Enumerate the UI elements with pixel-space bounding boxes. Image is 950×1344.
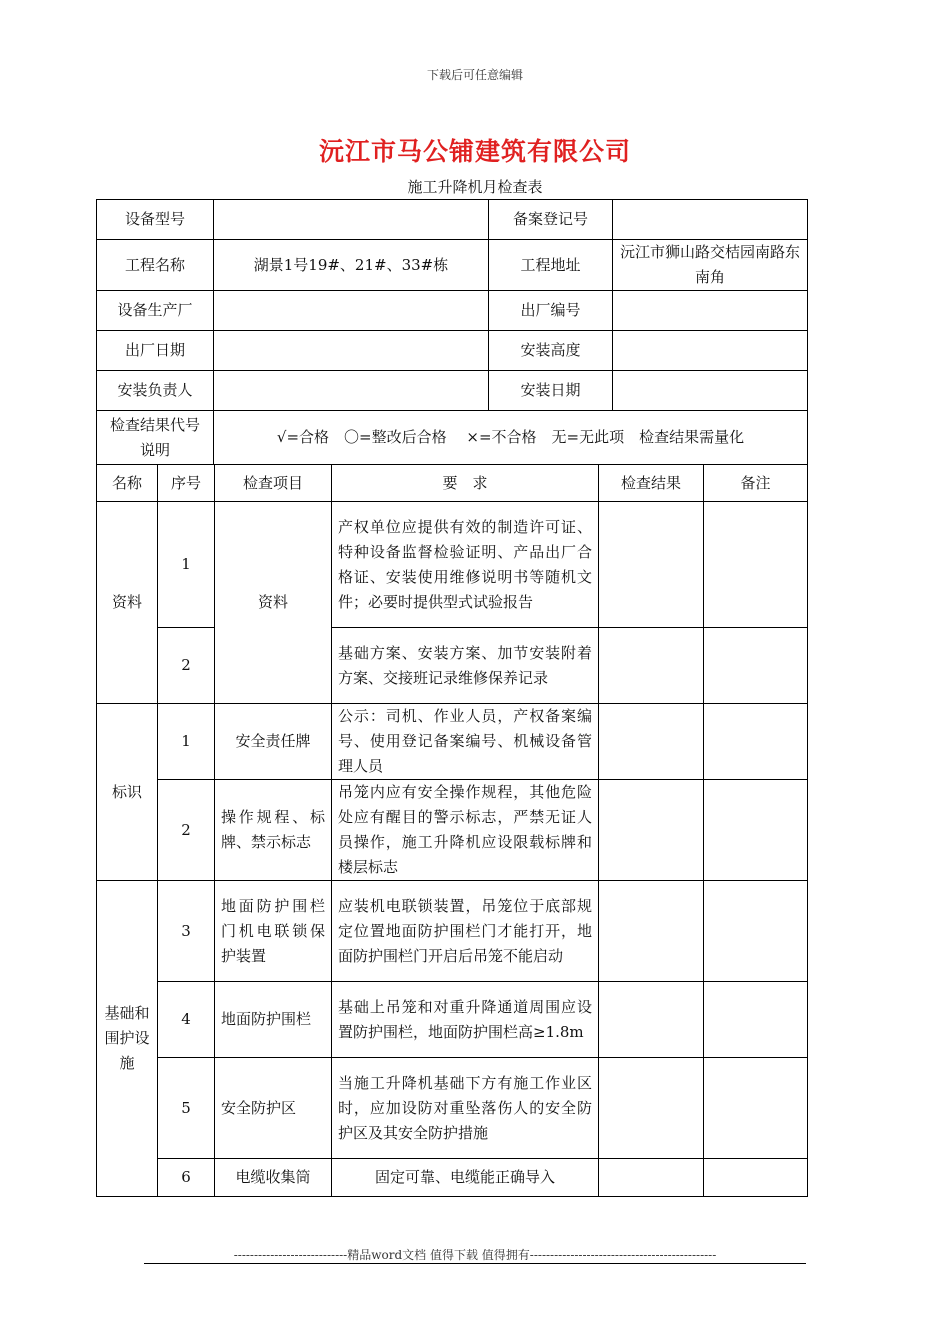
row-requirement: 吊笼内应有安全操作规程，其他危险处应有醒目的警示标志，严禁无证人员操作，施工升降机应设限载标牌和楼层标志	[332, 780, 599, 881]
row-no: 5	[158, 1058, 215, 1159]
col-remark-header: 备注	[704, 465, 808, 502]
record-label: 备案登记号	[489, 200, 613, 240]
result-cell[interactable]	[599, 628, 704, 704]
info-row-model	[97, 200, 808, 240]
installer-label: 安装负责人	[97, 371, 214, 411]
row-requirement: 产权单位应提供有效的制造许可证、特种设备监督检验证明、产品出厂合格证、安装使用维修说明书等随机文件；必要时提供型式试验报告	[332, 502, 599, 628]
record-value[interactable]	[613, 200, 808, 240]
date-label: 出厂日期	[97, 331, 214, 371]
model-label: 设备型号	[97, 200, 214, 240]
remark-cell[interactable]	[704, 881, 808, 982]
date-value[interactable]	[214, 331, 489, 371]
row-no: 2	[158, 780, 215, 881]
info-row-date	[97, 331, 808, 371]
remark-cell[interactable]	[704, 1058, 808, 1159]
table-row	[97, 780, 808, 881]
company-title: 沅江市马公铺建筑有限公司	[318, 137, 631, 166]
row-no: 3	[158, 881, 215, 982]
legend-label: 检查结果代号说明	[97, 411, 214, 465]
result-cell[interactable]	[599, 704, 704, 780]
remark-cell[interactable]	[704, 704, 808, 780]
inspection-table	[96, 464, 808, 1197]
row-requirement: 当施工升降机基础下方有施工作业区时，应加设防对重坠落伤人的安全防护区及其安全防护措施	[332, 1058, 599, 1159]
info-table	[96, 199, 808, 465]
table-row	[97, 628, 808, 704]
address-value[interactable]: 沅江市狮山路交桔园南路东南角	[613, 240, 808, 291]
row-no: 4	[158, 982, 215, 1058]
form-subtitle: 施工升降机月检查表	[407, 178, 543, 196]
serial-label: 出厂编号	[489, 291, 613, 331]
table-row	[97, 1159, 808, 1197]
address-label: 工程地址	[489, 240, 613, 291]
row-item: 地面防护围栏门机电联锁保护装置	[215, 881, 332, 982]
info-row-project	[97, 240, 808, 291]
remark-cell[interactable]	[704, 982, 808, 1058]
remark-cell[interactable]	[704, 628, 808, 704]
maker-value[interactable]	[214, 291, 489, 331]
result-cell[interactable]	[599, 502, 704, 628]
table-row	[97, 881, 808, 982]
row-item: 操作规程、标牌、禁示标志	[215, 780, 332, 881]
row-no: 1	[158, 704, 215, 780]
row-item: 安全防护区	[215, 1058, 332, 1159]
result-cell[interactable]	[599, 982, 704, 1058]
row-no: 6	[158, 1159, 215, 1197]
row-requirement: 基础方案、安装方案、加节安装附着方案、交接班记录维修保养记录	[332, 628, 599, 704]
row-requirement: 公示：司机、作业人员，产权备案编号、使用登记备案编号、机械设备管理人员	[332, 704, 599, 780]
install-date-label: 安装日期	[489, 371, 613, 411]
info-row-installer	[97, 371, 808, 411]
col-item-header: 检查项目	[215, 465, 332, 502]
project-label: 工程名称	[97, 240, 214, 291]
row-requirement: 基础上吊笼和对重升降通道周围应设置防护围栏，地面防护围栏高≥1.8m	[332, 982, 599, 1058]
footer-divider	[144, 1263, 806, 1264]
maker-label: 设备生产厂	[97, 291, 214, 331]
info-row-maker	[97, 291, 808, 331]
table-header-row	[97, 465, 808, 502]
row-item: 地面防护围栏	[215, 982, 332, 1058]
row-requirement: 应装机电联锁装置，吊笼位于底部规定位置地面防护围栏门才能打开，地面防护围栏门开启后吊笼不能启动	[332, 881, 599, 982]
table-row	[97, 502, 808, 628]
section-name-signs: 标识	[97, 704, 158, 881]
col-name-header: 名称	[97, 465, 158, 502]
serial-value[interactable]	[613, 291, 808, 331]
result-cell[interactable]	[599, 1058, 704, 1159]
info-row-legend	[97, 411, 808, 465]
row-item: 安全责任牌	[215, 704, 332, 780]
result-cell[interactable]	[599, 780, 704, 881]
installer-value[interactable]	[214, 371, 489, 411]
row-no: 1	[158, 502, 215, 628]
project-value[interactable]: 湖景1号19#、21#、33#栋	[214, 240, 489, 291]
result-cell[interactable]	[599, 1159, 704, 1197]
remark-cell[interactable]	[704, 502, 808, 628]
remark-cell[interactable]	[704, 1159, 808, 1197]
result-cell[interactable]	[599, 881, 704, 982]
table-row	[97, 1058, 808, 1159]
height-value[interactable]	[613, 331, 808, 371]
table-row	[97, 982, 808, 1058]
col-req-header: 要 求	[332, 465, 599, 502]
section-name-materials: 资料	[97, 502, 158, 704]
section-name-foundation: 基础和围护设施	[97, 881, 158, 1197]
header-note: 下载后可任意编辑	[426, 68, 523, 82]
table-row	[97, 704, 808, 780]
row-requirement: 固定可靠、电缆能正确导入	[332, 1159, 599, 1197]
footer-text: ----------------------------精品word文档 值得下载 值得拥有----------------------------------------------	[233, 1248, 717, 1262]
install-date-value[interactable]	[613, 371, 808, 411]
row-item: 资料	[215, 502, 332, 704]
model-value[interactable]	[214, 200, 489, 240]
height-label: 安装高度	[489, 331, 613, 371]
col-no-header: 序号	[158, 465, 215, 502]
row-no: 2	[158, 628, 215, 704]
row-item: 电缆收集筒	[215, 1159, 332, 1197]
col-result-header: 检查结果	[599, 465, 704, 502]
remark-cell[interactable]	[704, 780, 808, 881]
legend-value: √=合格 〇=整改后合格 ×=不合格 无=无此项 检查结果需量化	[214, 411, 808, 465]
